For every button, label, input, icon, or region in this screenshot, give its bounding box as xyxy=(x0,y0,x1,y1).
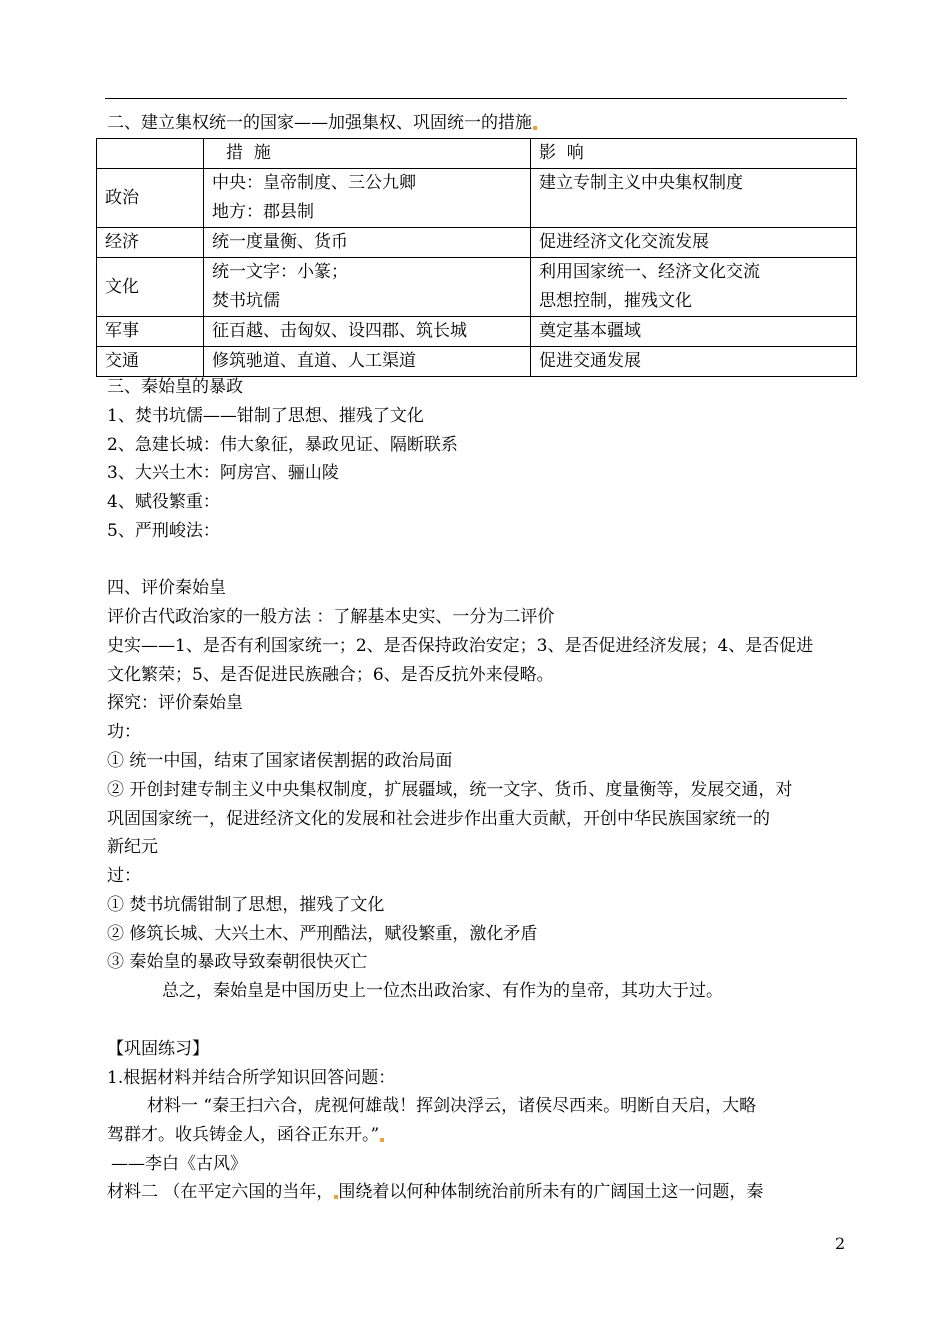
measure-line: 修筑驰道、直道、人工渠道 xyxy=(212,351,416,371)
table-header-row xyxy=(97,139,857,169)
merit-item: 巩固国家统一，促进经济文化的发展和社会进步作出重大贡献，开创中华民族国家统一的 xyxy=(107,809,770,829)
material-1-source: ——李白《古风》 xyxy=(111,1154,247,1174)
material-1: 驾群才。收兵铸金人，函谷正东开。” xyxy=(107,1125,384,1145)
row-name: 交通 xyxy=(97,347,204,377)
header-measures: 措 施 xyxy=(204,139,531,169)
row-name: 文化 xyxy=(97,258,204,317)
explore-title: 探究：评价秦始皇 xyxy=(107,693,243,713)
row-name: 军事 xyxy=(97,317,204,347)
tyranny-item: 2、急建长城：伟大象征，暴政见证、隔断联系 xyxy=(107,435,458,455)
question-1: 1.根据材料并结合所学知识回答问题： xyxy=(107,1068,396,1088)
summary: 总之，秦始皇是中国历史上一位杰出政治家、有作为的皇帝，其功大于过。 xyxy=(162,981,723,1001)
material-2-part: 围绕着以何种体制统治前所未有的广阔国土这一问题，秦 xyxy=(338,1182,764,1202)
tyranny-item: 5、严刑峻法： xyxy=(107,521,220,541)
impact-line: 思想控制，摧残文化 xyxy=(539,291,692,311)
header-impact: 影 响 xyxy=(531,139,857,169)
tyranny-item: 3、大兴土木：阿房宫、骊山陵 xyxy=(107,463,339,483)
merit-item: ② 开创封建专制主义中央集权制度，扩展疆域，统一文字、货币、度量衡等，发展交通，对 xyxy=(107,780,793,800)
measure-line: 地方：郡县制 xyxy=(212,202,314,222)
fault-item: ② 修筑长城、大兴土木、严刑酷法，赋役繁重，激化矛盾 xyxy=(107,924,538,944)
header-empty xyxy=(97,139,204,169)
impact-line: 促进经济文化交流发展 xyxy=(539,232,709,252)
row-name: 政治 xyxy=(97,169,204,228)
section4-title: 四、评价秦始皇 xyxy=(107,578,226,598)
table-row xyxy=(97,347,857,377)
fault-item: ① 焚书坑儒钳制了思想，摧残了文化 xyxy=(107,895,385,915)
measure-line: 征百越、击匈奴、设四郡、筑长城 xyxy=(212,321,467,341)
material-1: 材料一 “秦王扫六合，虎视何雄哉！挥剑决浮云，诸侯尽西来。明断自天启，大略 xyxy=(147,1096,757,1116)
impact-line: 促进交通发展 xyxy=(539,351,641,371)
tyranny-item: 1、焚书坑儒——钳制了思想、摧残了文化 xyxy=(107,406,424,426)
material-2 xyxy=(107,1182,763,1202)
material-2-part: 材料二 （在平定六国的当年， xyxy=(107,1182,338,1202)
fault-item: ③ 秦始皇的暴政导致秦朝很快灭亡 xyxy=(107,952,368,972)
row-name: 经济 xyxy=(97,228,204,258)
facts-line: 史实——1、是否有利国家统一；2、是否保持政治安定；3、是否促进经济发展；4、是否促进 xyxy=(107,636,814,656)
table-row xyxy=(97,228,857,258)
fault-label: 过： xyxy=(107,866,141,886)
practice-title: 【巩固练习】 xyxy=(107,1039,209,1059)
measure-line: 统一文字：小篆； xyxy=(212,262,348,282)
header-rule xyxy=(105,98,847,99)
impact-line: 利用国家统一、经济文化交流 xyxy=(539,262,760,282)
section3-title: 三、秦始皇的暴政 xyxy=(107,377,243,397)
impact-line: 建立专制主义中央集权制度 xyxy=(539,173,743,193)
table-row xyxy=(97,258,857,317)
merit-label: 功： xyxy=(107,722,141,742)
section2-title: 二、建立集权统一的国家——加强集权、巩固统一的措施 xyxy=(107,113,537,133)
table-row xyxy=(97,317,857,347)
measure-line: 焚书坑儒 xyxy=(212,291,280,311)
evaluation-method: 评价古代政治家的一般方法 ：了解基本史实、一分为二评价 xyxy=(107,607,555,627)
facts-line: 文化繁荣；5、是否促进民族融合；6、是否反抗外来侵略。 xyxy=(107,665,554,685)
page-number: 2 xyxy=(835,1234,846,1253)
tyranny-item: 4、赋役繁重： xyxy=(107,492,220,512)
impact-line: 奠定基本疆域 xyxy=(539,321,641,341)
measures-table xyxy=(96,138,857,377)
measure-line: 统一度量衡、货币 xyxy=(212,232,348,252)
measure-line: 中央：皇帝制度、三公九卿 xyxy=(212,173,416,193)
merit-item: ① 统一中国，结束了国家诸侯割据的政治局面 xyxy=(107,751,453,771)
merit-item: 新纪元 xyxy=(107,837,158,857)
table-row xyxy=(97,169,857,228)
